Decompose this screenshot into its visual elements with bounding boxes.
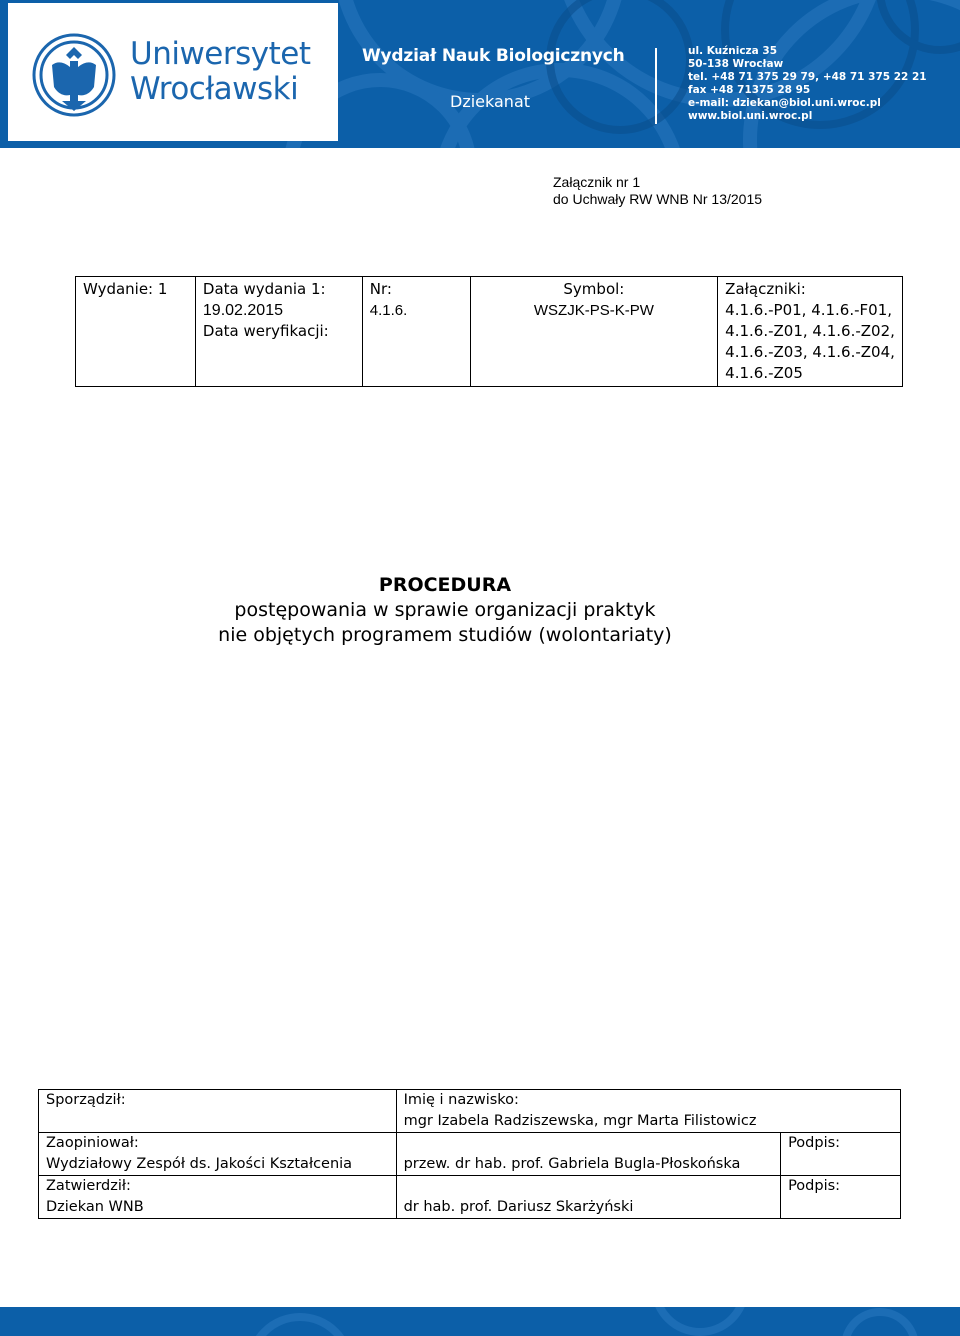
contact-phone: tel. +48 71 375 29 79, +48 71 375 22 21 — [688, 71, 927, 83]
reviewed-empty-cell — [396, 1133, 781, 1155]
university-logo — [8, 3, 338, 141]
contact-website: www.biol.uni.wroc.pl — [688, 110, 813, 122]
reviewed-label: Zaopiniował: — [39, 1133, 397, 1155]
approved-by: Dziekan WNB — [39, 1197, 397, 1219]
university-name-line1: Uniwersytet — [130, 36, 311, 72]
approved-name: dr hab. prof. Dariusz Skarżyński — [396, 1197, 781, 1219]
annex-note — [553, 174, 762, 208]
edition-label: Wydanie: 1 — [83, 280, 168, 298]
attachments-line: 4.1.6.-Z03, 4.1.6.-Z04, — [725, 343, 895, 361]
number-value: 4.1.6. — [369, 302, 408, 319]
contact-fax: fax +48 71375 28 95 — [688, 84, 811, 96]
university-name — [130, 37, 311, 107]
annex-line2: do Uchwały RW WNB Nr 13/2015 — [553, 191, 763, 207]
issue-date-value: 19.02.2015 — [202, 302, 283, 319]
edition-cell — [76, 277, 196, 387]
prepared-names: mgr Izabela Radziszewska, mgr Marta Filistowicz — [396, 1111, 900, 1133]
symbol-label: Symbol: — [563, 280, 625, 298]
attachments-line: 4.1.6.-Z01, 4.1.6.-Z02, — [725, 322, 895, 340]
approved-empty-cell — [396, 1176, 781, 1198]
attachments-line: 4.1.6.-Z05 — [725, 364, 803, 382]
signature-table — [38, 1089, 901, 1219]
prepared-label: Sporządził: — [39, 1090, 397, 1112]
header-banner — [0, 0, 960, 148]
reviewed-name: przew. dr hab. prof. Gabriela Bugla-Płoskońska — [396, 1154, 781, 1176]
number-cell — [362, 277, 470, 387]
office-name: Dziekanat — [450, 92, 531, 111]
university-name-line2: Wrocławski — [130, 71, 299, 107]
attachments-label: Załączniki: — [725, 280, 806, 298]
approved-label: Zatwierdził: — [39, 1176, 397, 1198]
prepared-empty-cell — [39, 1111, 397, 1133]
contact-city: 50-138 Wrocław — [688, 58, 784, 70]
footer-bar — [0, 1307, 960, 1336]
title-line2: postępowania w sprawie organizacji praktyk — [234, 599, 656, 621]
contact-email: e-mail: dziekan@biol.uni.wroc.pl — [688, 97, 881, 109]
attachments-line: 4.1.6.-P01, 4.1.6.-F01, — [725, 301, 893, 319]
reviewed-by: Wydziałowy Zespół ds. Jakości Kształcenia — [39, 1154, 397, 1176]
title-line3: nie objętych programem studiów (wolontariaty) — [218, 624, 672, 646]
procedure-title — [0, 573, 890, 648]
reviewed-signature-cell — [781, 1154, 901, 1176]
number-label: Nr: — [369, 280, 392, 298]
issue-date-label: Data wydania 1: — [202, 280, 326, 298]
annex-line1: Załącznik nr 1 — [553, 174, 641, 190]
attachments-cell — [718, 277, 903, 387]
header-divider — [655, 48, 657, 124]
approved-signature-cell — [781, 1197, 901, 1219]
contact-block — [688, 45, 927, 123]
contact-address: ul. Kuźnicza 35 — [688, 45, 778, 57]
issue-date-cell — [195, 277, 362, 387]
verification-date-label: Data weryfikacji: — [202, 322, 329, 340]
symbol-value: WSZJK-PS-K-PW — [533, 302, 654, 319]
university-crest-icon — [30, 25, 118, 121]
faculty-name: Wydział Nauk Biologicznych — [362, 46, 625, 66]
title-line1: PROCEDURA — [378, 574, 512, 596]
name-label: Imię i nazwisko: — [396, 1090, 900, 1112]
reviewed-signature-label: Podpis: — [781, 1133, 901, 1155]
document-meta-table — [75, 276, 903, 387]
symbol-cell — [470, 277, 718, 387]
footer-pattern-graphic — [0, 1307, 960, 1336]
approved-signature-label: Podpis: — [781, 1176, 901, 1198]
